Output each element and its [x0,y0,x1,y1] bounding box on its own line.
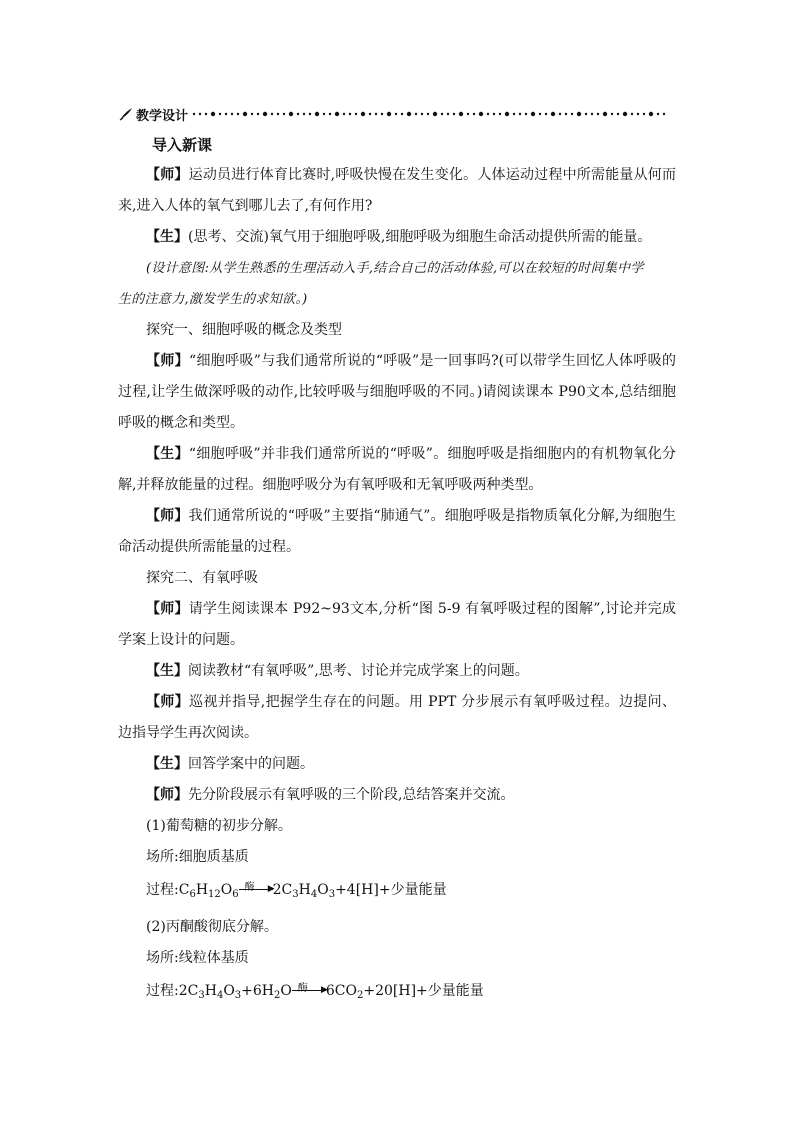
teacher-tag: 【师】 [146,694,190,710]
design-note-line-1: (设计意图:从学生熟悉的生理活动入手,结合自己的活动体验,可以在较短的时间集中学 [146,261,644,276]
teacher-tag: 【师】 [146,167,189,183]
reaction-arrow-icon: 酶 ▶ [239,883,273,897]
enzyme-label: 酶 [244,882,255,893]
student-tag: 【生】 [146,663,188,679]
process-label: 过程: [146,983,179,999]
equation-pyruvate: 过程$:2C_3H_4O_3+6H_2O$ 酶 ▶ $6CO_2+20[H]+$少量能量 [118,974,676,1013]
paragraph-text: 巡视并指导,把握学生存在的问题。用 PPT 分步展示有氧呼吸过程。边提问、边指导学生再次阅读。 [118,694,677,741]
document-page [118,104,676,1013]
enzyme-label: 酶 [297,983,308,994]
section-header [118,104,676,124]
equation-glycolysis: 过程$:C_6H_{12}O_6$ 酶 ▶ $2C_3H_4O_3+4[H]+$少量能量 [118,873,676,912]
lesson-body [118,130,676,1013]
student-tag: 【生】 [146,756,188,772]
paragraph-teacher-1 [118,160,676,222]
teacher-tag: 【师】 [146,787,188,803]
paragraph-teacher-6 [118,780,676,811]
paragraph-text: 回答学案中的问题。 [188,756,314,772]
paragraph-text: 阅读教材“有氧呼吸”,思考、讨论并完成学案上的问题。 [188,663,529,679]
equation-1-rhs: +4[H]+少量能量 [335,882,447,898]
paragraph-text: “细胞呼吸”与我们通常所说的“呼吸”是一回事吗?(可以带学生回忆人体呼吸的过程,让学生做深呼吸的动作,比较呼吸与细胞呼吸的不同。)请阅读课本 P90文本,总结细胞呼吸的概念和类型。 [118,353,676,431]
design-note-line-2: 生的注意力,激发学生的求知欲。) [118,292,308,307]
paragraph-student-3 [118,656,676,687]
paragraph-student-4 [118,749,676,780]
process-label: 过程: [146,882,179,898]
reaction-arrow-icon: 酶 ▶ [292,984,326,998]
equation-2-rhs: +20[H]+少量能量 [363,983,484,999]
paragraph-student-2 [118,439,676,501]
stage-2-place: 场所:线粒体基质 [146,950,249,966]
section-title-intro: 导入新课 [152,136,213,154]
decorative-dotted-rule [191,111,676,117]
paragraph-text: 运动员进行体育比赛时,呼吸快慢在发生变化。人体运动过程中所需能量从何而来,进入人体的氧气到哪儿去了,有何作用? [118,167,677,214]
teacher-tag: 【师】 [146,601,189,617]
stage-1-heading: (1)葡萄糖的初步分解。 [146,818,292,834]
explore-heading-2: 探究二、有氧呼吸 [146,570,258,586]
teacher-tag: 【师】 [146,508,189,524]
header-title: 教学设计 [136,108,189,124]
teacher-tag: 【师】 [146,353,189,369]
paragraph-teacher-2 [118,346,676,439]
pen-icon [118,106,134,122]
stage-2-heading: (2)丙酮酸彻底分解。 [146,919,278,935]
student-tag: 【生】 [146,446,189,462]
paragraph-text: 我们通常所说的“呼吸”主要指“肺通气”。细胞呼吸是指物质氧化分解,为细胞生命活动提供所需能量的过程。 [118,508,677,555]
paragraph-text: 先分阶段展示有氧呼吸的三个阶段,总结答案并交流。 [188,787,515,803]
paragraph-teacher-5 [118,687,676,749]
paragraph-teacher-3 [118,501,676,563]
stage-1-place: 场所:细胞质基质 [146,849,249,865]
paragraph-teacher-4 [118,594,676,656]
student-tag: 【生】 [146,229,188,245]
paragraph-text: 请学生阅读课本 P92~93文本,分析“图 5-9 有氧呼吸过程的图解”,讨论并完成学案上设计的问题。 [118,601,677,648]
paragraph-text: “细胞呼吸”并非我们通常所说的“呼吸”。细胞呼吸是指细胞内的有机物氧化分解,并释放能量的过程。细胞呼吸分为有氧呼吸和无氧呼吸两种类型。 [118,446,676,493]
paragraph-text: (思考、交流)氧气用于细胞呼吸,细胞呼吸为细胞生命活动提供所需的能量。 [188,229,652,245]
explore-heading-1: 探究一、细胞呼吸的概念及类型 [146,322,342,338]
paragraph-student-1 [118,222,676,253]
